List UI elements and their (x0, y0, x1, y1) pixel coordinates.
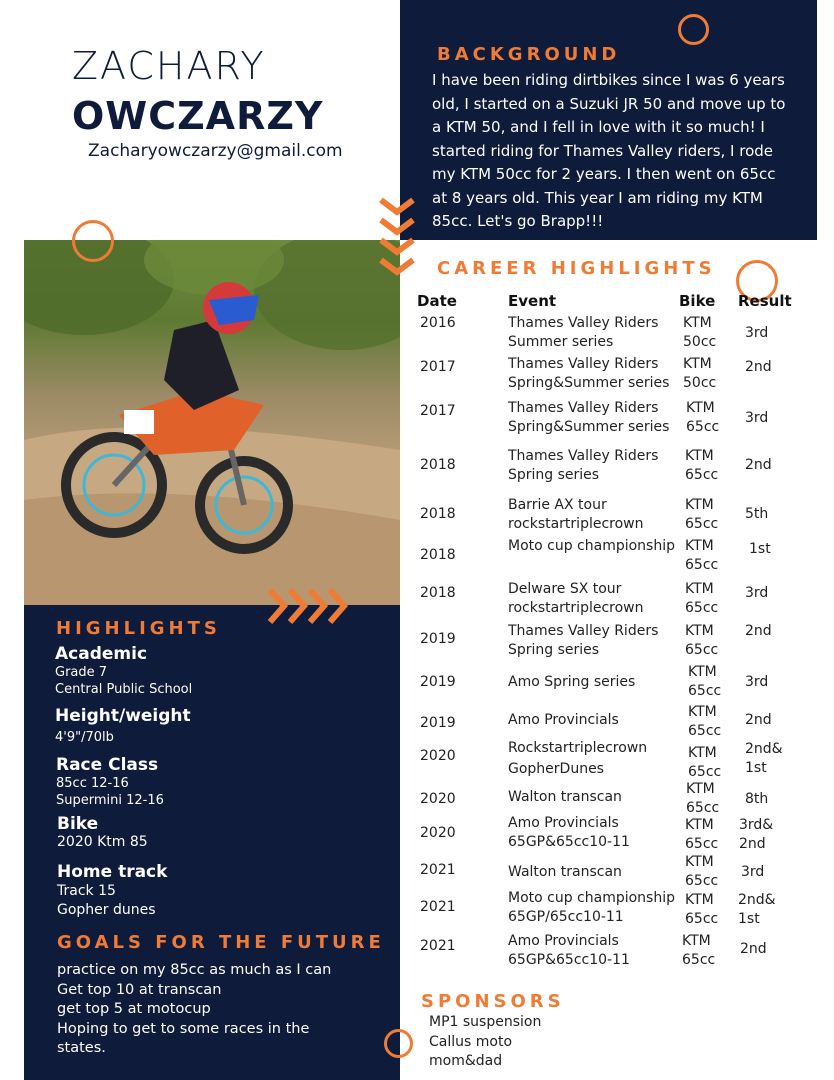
home-track-1: Track 15 (57, 883, 116, 899)
first-name: ZACHARY (72, 44, 266, 88)
row-result: 2nd (745, 623, 772, 639)
col-header-date: Date (417, 292, 457, 310)
row-bike: KTM 65cc (685, 854, 719, 889)
goal-item: Get top 10 at transcan (57, 981, 222, 998)
background-title: BACKGROUND (437, 44, 621, 65)
academic-block (55, 644, 192, 698)
row-result: 3rd (741, 864, 765, 880)
row-event: Rockstartriplecrown GopherDunes (508, 740, 648, 777)
ring-decoration (678, 14, 709, 45)
row-event: Walton transcan (508, 864, 622, 880)
row-date: 2021 (420, 862, 456, 878)
row-date: 2018 (420, 547, 456, 563)
row-result: 2nd (745, 359, 772, 375)
home-track-2: Gopher dunes (57, 902, 156, 918)
row-result: 3rd (745, 674, 769, 690)
goal-item: get top 5 at motocup (57, 1001, 211, 1017)
goals-title: GOALS FOR THE FUTURE (57, 932, 385, 953)
row-bike: KTM 65cc (685, 623, 719, 658)
highlights-title: HIGHLIGHTS (56, 618, 221, 639)
row-bike: KTM 65cc (685, 448, 719, 483)
row-bike: KTM 65cc (688, 664, 722, 699)
race-class-1: 85cc 12-16 (56, 776, 129, 791)
chevron-right-icon (266, 587, 356, 625)
bike-value: 2020 Ktm 85 (57, 834, 148, 850)
row-bike: KTM 65cc (685, 817, 719, 852)
row-event: Barrie AX tour rockstartriplecrown (508, 497, 644, 532)
row-result: 2nd (745, 457, 772, 473)
row-result: 2nd& 1st (745, 741, 783, 776)
row-event: Amo Provincials 65GP&65cc10-11 (508, 933, 630, 968)
email-address[interactable]: Zacharyowczarzy@gmail.com (88, 141, 343, 161)
row-event: Moto cup championship (508, 538, 676, 554)
row-event: Thames Valley Riders Spring series (508, 623, 659, 658)
row-bike: KTM 65cc (686, 781, 720, 816)
row-event: Thames Valley Riders Summer series (508, 315, 659, 350)
row-event: Amo Spring series (508, 674, 636, 690)
row-event: Thames Valley Riders Spring&Summer series (508, 400, 670, 435)
row-date: 2018 (420, 585, 456, 601)
row-date: 2020 (420, 748, 456, 764)
race-class-block (56, 755, 164, 809)
goal-item: Hoping to get to some races in the states. (57, 1020, 310, 1056)
col-header-bike: Bike (679, 292, 716, 310)
row-bike: KTM 65cc (685, 581, 719, 616)
row-result: 3rd (745, 585, 769, 601)
row-bike: KTM 50cc (683, 356, 717, 391)
row-event: Thames Valley Riders Spring series (508, 448, 659, 483)
bike-block (57, 814, 148, 851)
height-weight-value: 4'9"/70lb (55, 730, 114, 745)
row-result: 2nd (740, 941, 767, 957)
last-name: OWCZARZY (72, 94, 324, 138)
row-bike: KTM 50cc (683, 315, 717, 350)
goal-item: practice on my 85cc as much as I can (57, 962, 332, 978)
col-header-event: Event (508, 292, 557, 310)
height-weight-label: Height/weight (55, 706, 191, 726)
home-track-label: Home track (57, 862, 168, 882)
academic-grade: Grade 7 (55, 665, 108, 680)
row-result: 3rd (745, 325, 769, 341)
race-class-label: Race Class (56, 755, 159, 775)
row-date: 2019 (420, 674, 456, 690)
row-bike: KTM 65cc (685, 892, 719, 927)
home-track-block (57, 862, 167, 920)
chevron-down-icon (378, 195, 416, 281)
col-header-result: Result (738, 292, 792, 310)
row-bike: KTM 65cc (682, 933, 716, 968)
row-date: 2020 (420, 791, 456, 807)
row-date: 2021 (420, 899, 456, 915)
row-result: 3rd& 2nd (739, 817, 774, 852)
row-date: 2021 (420, 938, 456, 954)
row-bike: KTM 65cc (685, 538, 719, 573)
row-result: 8th (745, 791, 769, 807)
goals-list (57, 961, 377, 1059)
motocross-rider-image (24, 240, 400, 605)
row-bike: KTM 65cc (686, 400, 720, 435)
row-result: 1st (749, 541, 771, 557)
row-result: 2nd (745, 712, 772, 728)
row-bike: KTM 65cc (688, 745, 722, 780)
row-event: Amo Provincials 65GP&65cc10-11 (508, 815, 630, 850)
row-event: Amo Provincials (508, 712, 619, 728)
row-result: 5th (745, 506, 769, 522)
row-date: 2016 (420, 315, 456, 331)
row-date: 2017 (420, 403, 456, 419)
row-result: 3rd (745, 410, 769, 426)
row-date: 2017 (420, 359, 456, 375)
row-date: 2018 (420, 457, 456, 473)
row-date: 2019 (420, 715, 456, 731)
sponsor-item: MP1 suspension (429, 1014, 542, 1030)
row-date: 2019 (420, 631, 456, 647)
academic-school: Central Public School (55, 682, 193, 697)
career-title: CAREER HIGHLIGHTS (437, 258, 716, 279)
row-event: Moto cup championship 65GP/65cc10-11 (508, 890, 676, 925)
race-class-2: Supermini 12-16 (56, 793, 164, 808)
ring-decoration (384, 1029, 413, 1058)
height-weight-block (55, 706, 191, 746)
row-date: 2020 (420, 825, 456, 841)
row-bike: KTM 65cc (685, 497, 719, 532)
sponsors-list (429, 1013, 541, 1072)
rider-photo (24, 240, 400, 605)
row-date: 2018 (420, 506, 456, 522)
background-text: I have been riding dirtbikes since I was 6 years old, I started on a Suzuki JR 50 and move up to a KTM 50, and I fell in love with it so much! I started riding for Thames Valley riders, I rode my KTM 50cc for 2 years. I then went on 65cc at 8 years old. This year I am riding my KTM 85cc. Let's go Brapp!!! (432, 71, 786, 230)
row-event: Delware SX tour rockstartriplecrown (508, 581, 644, 616)
academic-label: Academic (55, 644, 148, 664)
sponsor-item: Callus moto (429, 1033, 513, 1050)
row-bike: KTM 65cc (688, 704, 722, 739)
ring-decoration (72, 220, 114, 262)
row-result: 2nd& 1st (738, 892, 776, 927)
sponsors-title: SPONSORS (421, 991, 565, 1012)
sponsor-item: mom&dad (429, 1053, 503, 1069)
bike-label: Bike (57, 814, 99, 834)
row-event: Walton transcan (508, 789, 622, 805)
row-event: Thames Valley Riders Spring&Summer series (508, 356, 670, 391)
